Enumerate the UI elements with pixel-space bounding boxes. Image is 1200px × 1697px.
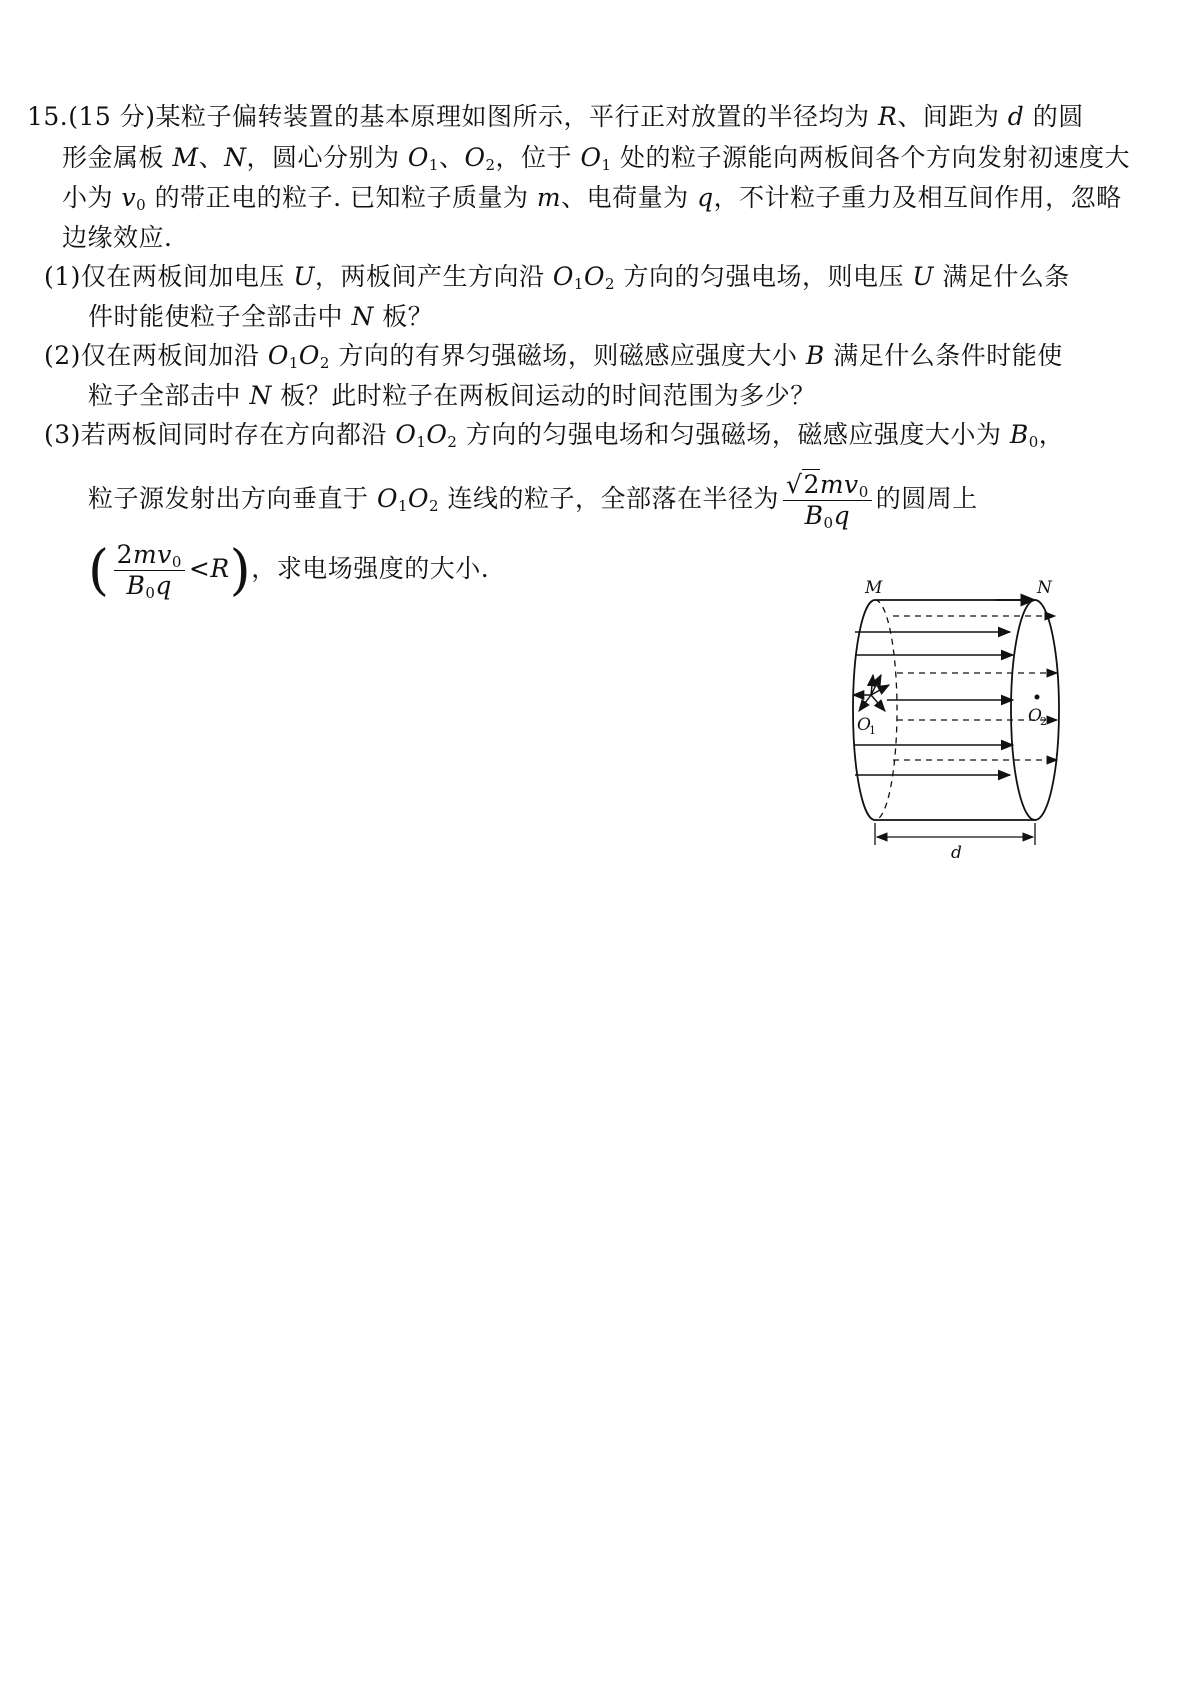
question-3-line-3: ( $\frac{2mv_0}{B_0q}$ <R)，求电场强度的大小.	[88, 538, 490, 602]
question-3-line-2: 粒子源发射出方向垂直于 $O_1O_2$ 连线的粒子，全部落在半径为 $\frac{√2mv_0}{B_0q}$ 的圆周上	[88, 470, 978, 532]
o2-dot	[1035, 695, 1040, 700]
stem-line-3: 小为 $v_0$ 的带正电的粒子. 已知粒子质量为 m、电荷量为 q，不计粒子重力及相互间作用，忽略	[62, 183, 1122, 214]
question-1-line-1: (1)仅在两板间加电压 U，两板间产生方向沿 $O_1O_2$ 方向的匀强电场，则电压 U 满足什么条	[44, 262, 1070, 293]
plate-m-back	[875, 600, 897, 820]
question-2-line-2: 粒子全部击中 N 板？此时粒子在两板间运动的时间范围为多少？	[88, 381, 816, 410]
radius-fraction: $\frac{√2mv_0}{B_0q}$	[783, 470, 872, 531]
stem-line-2: 形金属板 M、N，圆心分别为 $O_1$、$O_2$，位于 $O_1$ 处的粒子源能向两板间各个方向发射初速度大	[62, 143, 1130, 174]
problem-number: 15.	[27, 102, 69, 131]
label-d: d	[951, 843, 962, 860]
problem-points: (15 分)	[68, 102, 156, 131]
stem-line-4: 边缘效应.	[62, 223, 173, 252]
question-1-line-2: 件时能使粒子全部击中 N 板？	[88, 302, 434, 331]
particle-source-icon	[853, 675, 889, 711]
question-3-line-1: (3)若两板间同时存在方向都沿 $O_1O_2$ 方向的匀强电场和匀强磁场，磁感应强度大小为 $B_0$，	[44, 420, 1065, 451]
cylinder-diagram	[845, 575, 1115, 860]
label-o1-sub: 1	[869, 724, 876, 737]
question-2-line-1: (2)仅在两板间加沿 $O_1O_2$ 方向的有界匀强磁场，则磁感应强度大小 B 满足什么条件时能使	[44, 341, 1063, 372]
plate-m-front	[853, 600, 875, 820]
stem-line-1: 15.(15 分)某粒子偏转装置的基本原理如图所示，平行正对放置的半径均为 R、间距为 d 的圆	[27, 102, 1084, 131]
label-o2: O	[1028, 706, 1042, 726]
label-o1: O	[857, 715, 871, 735]
label-m: M	[865, 578, 883, 598]
condition-fraction: $\frac{2mv_0}{B_0q}$	[114, 540, 185, 601]
label-o2-sub: 2	[1040, 715, 1047, 728]
label-n: N	[1037, 578, 1052, 598]
